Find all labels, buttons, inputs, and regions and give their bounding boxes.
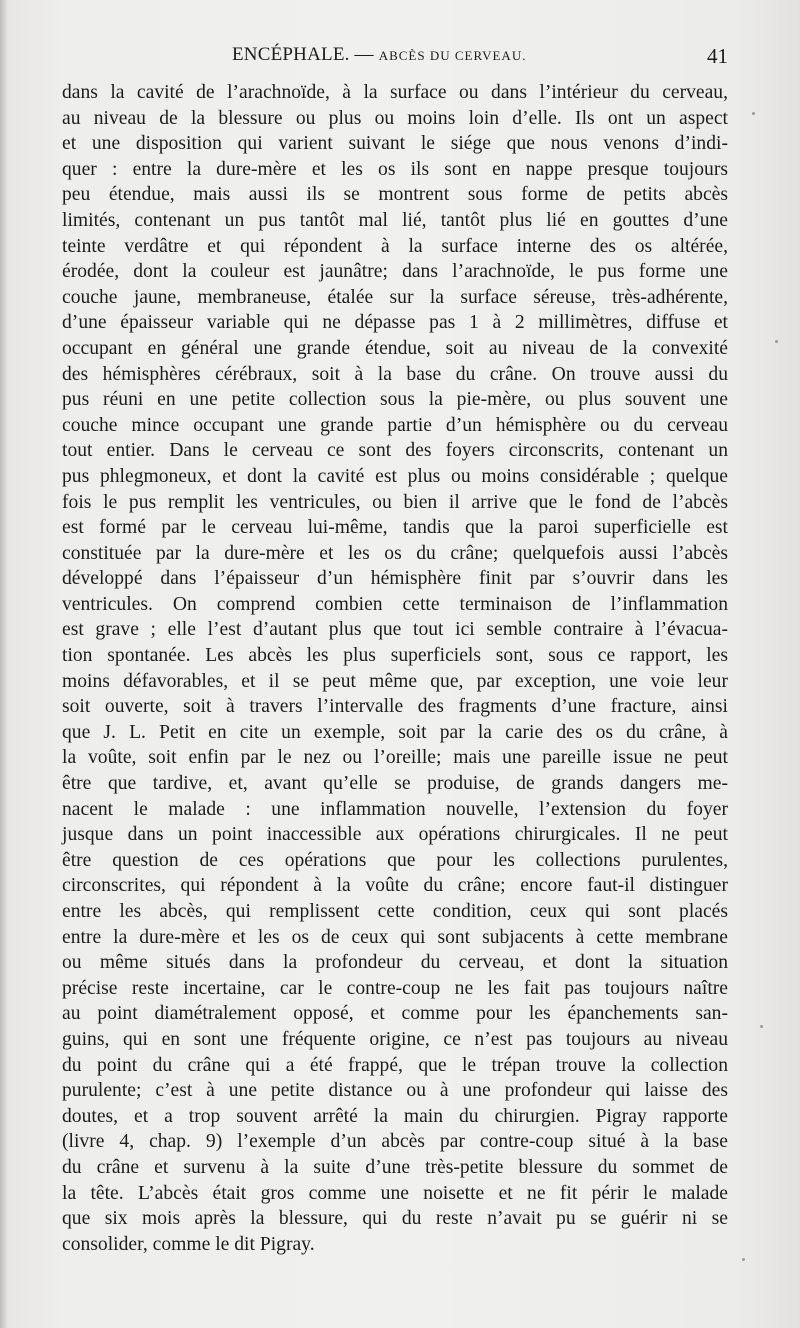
text-line: des hémisphères cérébraux, soit à la base du crâne. On trouve aussi du (62, 363, 728, 385)
text-line: et une disposition qui varient suivant le siége que nous venons d’indi- (62, 133, 728, 155)
text-line: occupant en général une grande étendue, soit au niveau de la convexité (62, 337, 728, 359)
text-line: pus réuni en une petite collection sous la pie-mère, ou plus souvent une (62, 389, 728, 411)
chapter-title: ENCÉPHALE. (232, 44, 350, 65)
paper-speck (752, 112, 755, 115)
text-line: soit ouverte, soit à travers l’intervalle des fragments d’une fracture, ainsi (62, 696, 728, 718)
body-text (62, 80, 728, 1257)
paper-speck (742, 1258, 745, 1261)
text-line: que J. L. Petit en cite un exemple, soit par la carie des os du crâne, à (62, 721, 728, 743)
text-line: est grave ; elle l’est d’autant plus que tout ici semble contraire à l’évacua- (62, 619, 728, 641)
text-line: couche mince occupant une grande partie d’un hémisphère ou du cerveau (62, 414, 728, 436)
text-line: guins, qui en sont une fréquente origine, ce n’est pas toujours au niveau (62, 1028, 728, 1050)
text-line: tion spontanée. Les abcès les plus superficiels sont, sous ce rapport, les (62, 645, 728, 667)
text-line: est formé par le cerveau lui-même, tandis que la paroi superficielle est (62, 517, 728, 539)
text-line: que six mois après la blessure, qui du reste n’avait pu se guérir ni se (62, 1208, 728, 1230)
text-line: limités, contenant un pus tantôt mal lié, tantôt plus lié en gouttes d’une (62, 209, 728, 231)
text-line: (livre 4, chap. 9) l’exemple d’un abcès par contre-coup situé à la base (62, 1131, 728, 1153)
text-line: entre les abcès, qui remplissent cette condition, ceux qui sont placés (62, 901, 728, 922)
text-line: jusque dans un point inaccessible aux opérations chirurgicales. Il ne peut (62, 824, 728, 846)
text-line: du crâne et survenu à la suite d’une très-petite blessure du sommet de (62, 1156, 728, 1178)
text-line: consolider, comme le dit Pigray. (62, 1233, 315, 1255)
text-line: entre la dure-mère et les os de ceux qui sont subjacents à cette membrane (62, 926, 728, 948)
text-line: doutes, et a trop souvent arrêté la main du chirurgien. Pigray rapporte (62, 1105, 728, 1127)
text-line: peu étendue, mais aussi ils se montrent sous forme de petits abcès (62, 184, 728, 206)
text-line: la tête. L’abcès était gros comme une noisette et ne fit périr le malade (62, 1182, 728, 1204)
text-line: nacent le malade : une inflammation nouvelle, l’extension du foyer (62, 798, 728, 820)
text-line: couche jaune, membraneuse, étalée sur la surface séreuse, très-adhérente, (62, 286, 728, 308)
paper-speck (775, 340, 778, 343)
text-line: développé dans l’épaisseur d’un hémisphère finit par s’ouvrir dans les (62, 568, 728, 590)
text-line: érodée, dont la couleur est jaunâtre; dans l’arachnoïde, le pus forme une (62, 261, 728, 283)
text-line: du point du crâne qui a été frappé, que le trépan trouve la collection (62, 1054, 728, 1076)
text-line: constituée par la dure-mère et les os du crâne; quelquefois aussi l’abcès (62, 542, 728, 564)
text-line: moins défavorables, et il se peut même que, par exception, une voie leur (62, 670, 728, 692)
paper-speck (760, 1025, 763, 1028)
title-separator: — (354, 44, 374, 65)
text-line: précise reste incertaine, car le contre-coup ne les fait pas toujours naître (62, 977, 728, 999)
running-head-title (232, 44, 526, 66)
text-line: au niveau de la blessure ou plus ou moins loin d’elle. Ils ont un aspect (62, 107, 728, 129)
text-line: être que tardive, et, avant qu’elle se produise, de grands dangers me- (62, 773, 728, 795)
text-line: tout entier. Dans le cerveau ce sont des foyers circonscrits, contenant un (62, 440, 728, 462)
text-line: fois le pus remplit les ventricules, ou bien il arrive que le fond de l’abcès (62, 491, 728, 513)
section-title: ABCÈS DU CERVEAU. (378, 48, 527, 63)
text-line: dans la cavité de l’arachnoïde, à la surface ou dans l’intérieur du cerveau, (62, 82, 728, 103)
text-line: teinte verdâtre et qui répondent à la surface interne des os altérée, (62, 235, 728, 257)
page-gutter-shadow (0, 0, 8, 1328)
page-number: 41 (707, 44, 728, 68)
text-line: pus phlegmoneux, et dont la cavité est plus ou moins considérable ; quelque (62, 465, 728, 487)
text-line: au point diamétralement opposé, et comme pour les épanchements san- (62, 1003, 728, 1025)
text-line: être question de ces opérations que pour les collections purulentes, (62, 849, 728, 871)
text-line: la voûte, soit enfin par le nez ou l’oreille; mais une pareille issue ne peut (62, 747, 728, 769)
text-line: d’une épaisseur variable qui ne dépasse pas 1 à 2 millimètres, diffuse et (62, 312, 728, 334)
text-line: circonscrites, qui répondent à la voûte du crâne; encore faut-il distinguer (62, 875, 728, 897)
running-head (62, 44, 728, 72)
text-line: ou même situés dans la profondeur du cerveau, et dont la situation (62, 952, 728, 974)
text-line: quer : entre la dure-mère et les os ils sont en nappe presque toujours (62, 158, 728, 180)
text-line: purulente; c’est à une petite distance ou à une profondeur qui laisse des (62, 1080, 728, 1102)
text-line: ventricules. On comprend combien cette terminaison de l’inflammation (62, 593, 728, 615)
